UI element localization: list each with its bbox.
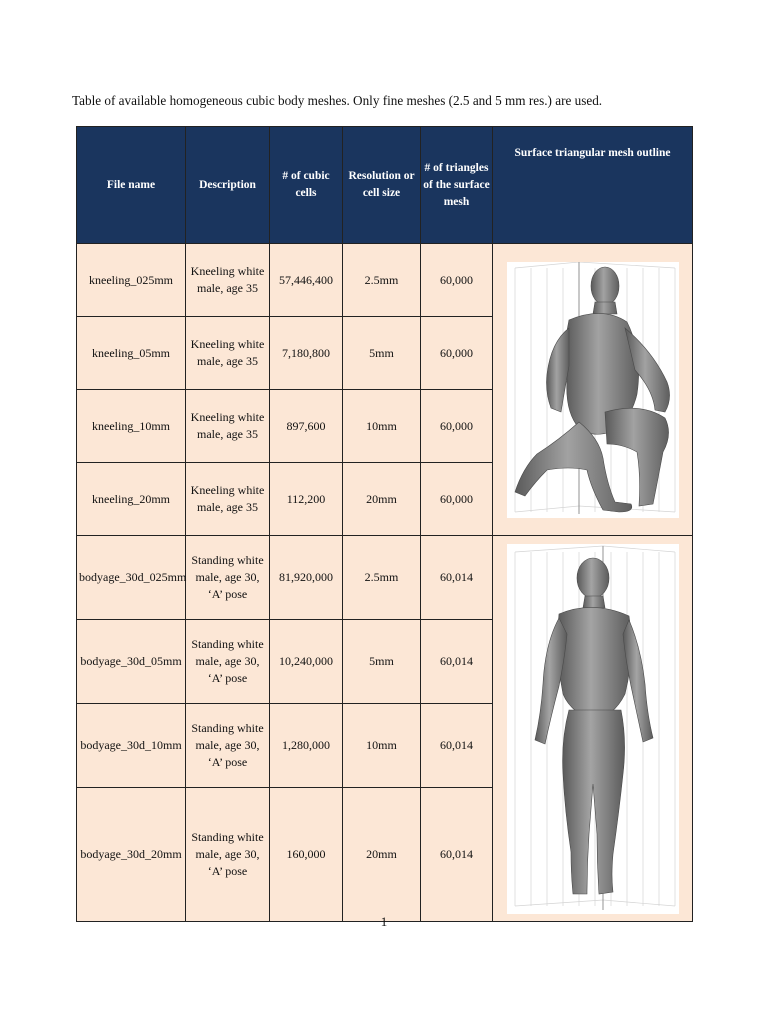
header-row (77, 127, 693, 244)
cubic-cells-cell: 10,240,000 (270, 620, 343, 704)
cubic-cells-cell: 57,446,400 (270, 244, 343, 317)
page-number: 1 (380, 914, 388, 929)
standing-mesh-cell (493, 536, 693, 922)
triangles-cell: 60,014 (421, 788, 493, 922)
file-name-cell: kneeling_05mm (77, 317, 186, 390)
description-cell: Kneeling white male, age 35 (186, 390, 270, 463)
mesh-table (76, 126, 693, 922)
description-cell: Kneeling white male, age 35 (186, 463, 270, 536)
table-row (77, 536, 693, 620)
resolution-cell: 20mm (343, 788, 421, 922)
header-mesh-outline: Surface triangular mesh outline (493, 127, 693, 244)
description-cell: Standing white male, age 30, ‘A’ pose (186, 620, 270, 704)
resolution-cell: 10mm (343, 704, 421, 788)
file-name-cell: bodyage_30d_05mm (77, 620, 186, 704)
cubic-cells-cell: 112,200 (270, 463, 343, 536)
file-name-cell: bodyage_30d_025mm (77, 536, 186, 620)
triangles-cell: 60,000 (421, 317, 493, 390)
triangles-cell: 60,014 (421, 536, 493, 620)
description-cell: Standing white male, age 30, ‘A’ pose (186, 536, 270, 620)
header-file-name: File name (77, 127, 186, 244)
kneeling-body-mesh-image (507, 262, 679, 518)
description-cell: Standing white male, age 30, ‘A’ pose (186, 788, 270, 922)
file-name-cell: kneeling_20mm (77, 463, 186, 536)
header-cubic-cells: # of cubic cells (270, 127, 343, 244)
resolution-cell: 5mm (343, 317, 421, 390)
resolution-cell: 10mm (343, 390, 421, 463)
resolution-cell: 2.5mm (343, 536, 421, 620)
description-cell: Kneeling white male, age 35 (186, 317, 270, 390)
standing-body-mesh-image (507, 544, 679, 914)
file-name-cell: kneeling_025mm (77, 244, 186, 317)
triangles-cell: 60,014 (421, 704, 493, 788)
triangles-cell: 60,000 (421, 463, 493, 536)
header-resolution: Resolution or cell size (343, 127, 421, 244)
description-cell: Standing white male, age 30, ‘A’ pose (186, 704, 270, 788)
triangles-cell: 60,000 (421, 390, 493, 463)
table-caption: Table of available homogeneous cubic body meshes. Only fine meshes (2.5 and 5 mm res.) are used. (72, 93, 603, 108)
description-cell: Kneeling white male, age 35 (186, 244, 270, 317)
file-name-cell: bodyage_30d_10mm (77, 704, 186, 788)
kneeling-mesh-cell (493, 244, 693, 536)
resolution-cell: 2.5mm (343, 244, 421, 317)
triangles-cell: 60,014 (421, 620, 493, 704)
file-name-cell: kneeling_10mm (77, 390, 186, 463)
cubic-cells-cell: 897,600 (270, 390, 343, 463)
resolution-cell: 5mm (343, 620, 421, 704)
file-name-cell: bodyage_30d_20mm (77, 788, 186, 922)
header-description: Description (186, 127, 270, 244)
cubic-cells-cell: 81,920,000 (270, 536, 343, 620)
triangles-cell: 60,000 (421, 244, 493, 317)
header-triangles: # of triangles of the surface mesh (421, 127, 493, 244)
table-row (77, 244, 693, 317)
cubic-cells-cell: 160,000 (270, 788, 343, 922)
cubic-cells-cell: 1,280,000 (270, 704, 343, 788)
resolution-cell: 20mm (343, 463, 421, 536)
cubic-cells-cell: 7,180,800 (270, 317, 343, 390)
